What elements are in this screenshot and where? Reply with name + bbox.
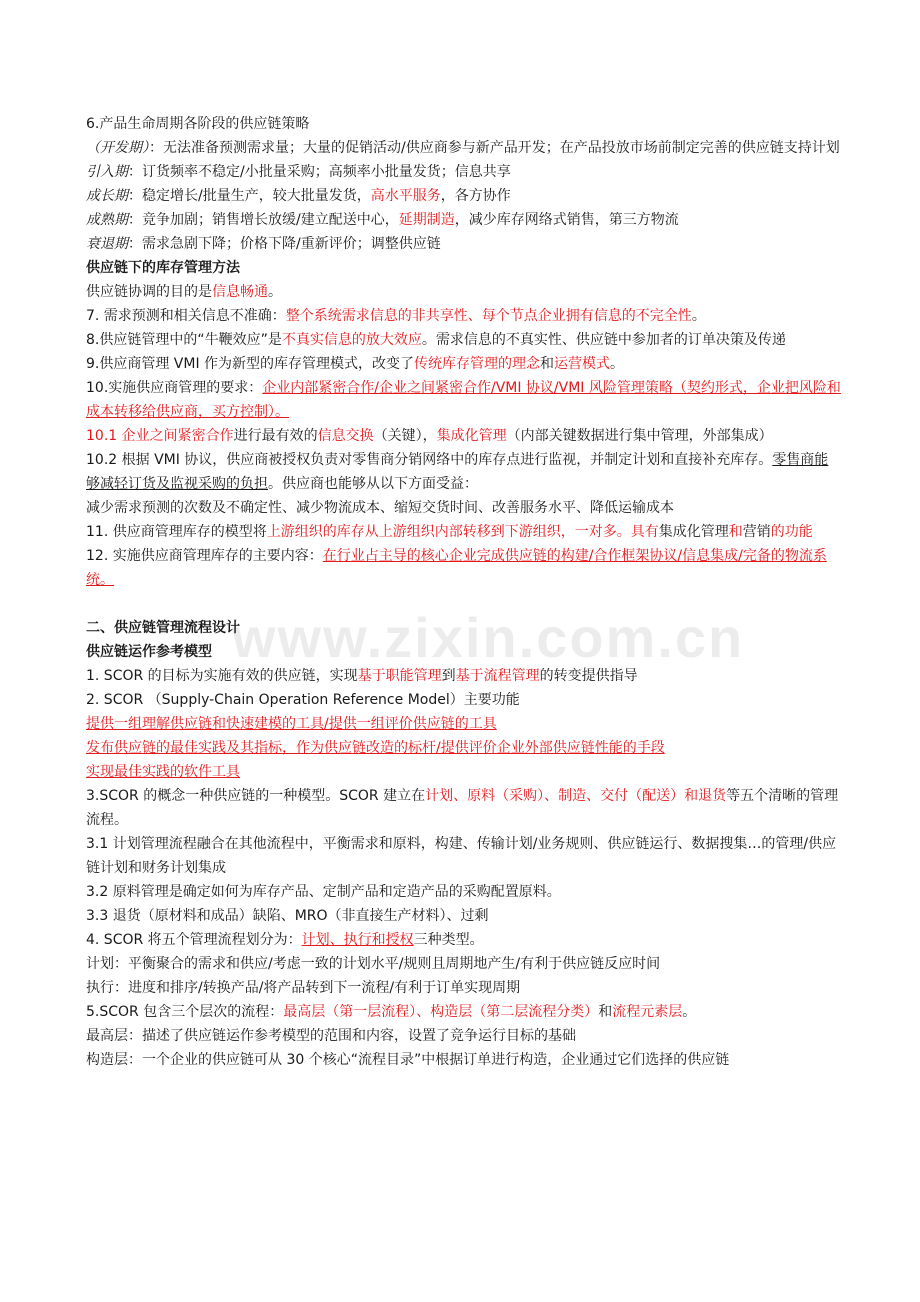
text-run: 和	[540, 356, 555, 372]
text-run: 营销	[742, 524, 771, 540]
text-line	[86, 952, 842, 976]
text-line	[86, 376, 842, 424]
text-run: 3.3 退货（原材料和成品）缺陷、MRO（非直接生产材料）、过剩	[86, 908, 489, 924]
text-run: 11. 供应商管理库存的模型将	[86, 524, 267, 540]
text-run: ：订货频率不稳定/小批量采购；高频率小批量发货；信息共享	[128, 164, 511, 180]
text-run: 构造层：一个企业的供应链可从 30 个核心“流程目录”中根据订单进行构造，企业通过它们选择的供应链	[86, 1052, 730, 1068]
text-line	[86, 736, 842, 760]
watermark: www.zixin.com.cn	[232, 606, 745, 669]
text-run: 二、供应链管理流程设计	[86, 620, 240, 636]
text-line	[86, 544, 842, 592]
text-line	[86, 304, 842, 328]
text-run: ，减少库存网络式销售，第三方物流	[454, 212, 679, 228]
text-run: 基于职能管理	[357, 668, 442, 684]
text-run: 上游组织的库存从上游组织内部转移到下游组织，一对多。具有	[266, 524, 659, 540]
text-run: ，各方协作	[440, 188, 511, 204]
text-run: 。	[268, 284, 282, 300]
text-run: 提供一组理解供应链和快速建模的工具/提供一组评价供应链的工具	[86, 716, 497, 732]
blank-line	[86, 592, 842, 616]
text-line	[86, 976, 842, 1000]
text-run: 的转变提供指导	[539, 668, 638, 684]
text-run: 供应链协调的目的是	[86, 284, 212, 300]
text-run: 信息畅通	[212, 284, 268, 300]
text-run: 8.供应链管理中的“牛鞭效应”是	[86, 332, 282, 348]
text-run: 零售商能够减轻订货及监视采购的负担	[86, 452, 829, 492]
text-run: 。	[682, 1004, 697, 1020]
text-line	[86, 424, 842, 448]
text-run: 4. SCOR 将五个管理流程划分为：	[86, 932, 302, 948]
text-run: ：稳定增长/批量生产，较大批量发货，	[128, 188, 371, 204]
text-run: 高水平服务	[370, 188, 441, 204]
text-line	[86, 160, 842, 184]
text-run: 进行最有效的	[233, 428, 318, 444]
text-run: ：竞争加剧；销售增长放缓/建立配送中心，	[128, 212, 399, 228]
text-line	[86, 688, 842, 712]
text-run: 的功能	[770, 524, 813, 540]
text-run: 7. 需求预测和相关信息不准确：	[86, 308, 286, 324]
text-run: （内部关键数据进行集中管理，外部集成）	[506, 428, 773, 444]
text-line	[86, 136, 842, 160]
text-run: 6.产品生命周期各阶段的供应链策略	[86, 116, 310, 132]
text-run: 3.1 计划管理流程融合在其他流程中，平衡需求和原料，构建、传输计划/业务规则、供应链运行、数据搜集…的管理/供应链计划和财务计划集成	[86, 836, 837, 876]
text-line	[86, 832, 842, 880]
text-line	[86, 760, 842, 784]
text-line	[86, 232, 842, 256]
text-run: 1. SCOR 的目标为实施有效的供应链，实现	[86, 668, 358, 684]
text-run: 流程元素层	[612, 1004, 683, 1020]
text-line	[86, 184, 842, 208]
text-run: 10.2 根据 VMI 协议，供应商被授权负责对零售商分销网络中的库存点进行监视，并制定计划和直接补充库存。	[86, 452, 773, 468]
text-run: 10.1 企业之间紧密合作	[86, 428, 234, 444]
text-run: 集成化管理	[436, 428, 507, 444]
text-run: 衰退期	[86, 236, 128, 252]
text-run: 成长期	[86, 188, 128, 204]
text-line	[86, 1048, 842, 1072]
text-line	[86, 664, 842, 688]
text-run: 等五个清晰的管理流程。	[86, 788, 839, 828]
text-run: （关键），	[373, 428, 437, 444]
text-run: 减少需求预测的次数及不确定性、减少物流成本、缩短交货时间、改善服务水平、降低运输成本	[86, 500, 674, 516]
text-run: 。需求信息的不真实性、供应链中参加者的订单决策及传递	[421, 332, 786, 348]
text-run: 。	[610, 356, 625, 372]
text-run: 运营模式	[554, 356, 611, 372]
text-run: 12. 实施供应商管理库存的主要内容：	[86, 548, 323, 564]
text-run: 延期制造	[398, 212, 455, 228]
text-run: 和	[728, 524, 743, 540]
text-run: 最高层：描述了供应链运作参考模型的范围和内容，设置了竞争运行目标的基础	[86, 1028, 576, 1044]
text-run: 供应链运作参考模型	[86, 644, 212, 660]
text-line	[86, 784, 842, 832]
text-line	[86, 712, 842, 736]
text-run: ：需求急剧下降；价格下降/重新评价；调整供应链	[128, 236, 441, 252]
text-run: 9.供应商管理 VMI 作为新型的库存管理模式，改变了	[86, 356, 415, 372]
text-run: 3.SCOR 的概念一种供应链的一种模型。SCOR 建立在	[86, 788, 426, 804]
text-line	[86, 328, 842, 352]
document-body	[86, 112, 842, 1072]
text-run: 实现最佳实践的软件工具	[86, 764, 240, 780]
text-run: 引入期	[86, 164, 128, 180]
text-run: 不真实信息的放大效应	[281, 332, 422, 348]
text-run: 基于流程管理	[455, 668, 540, 684]
text-line	[86, 1024, 842, 1048]
text-line	[86, 112, 842, 136]
text-run: 发布供应链的最佳实践及其指标，作为供应链改造的标杆/提供评价企业外部供应链性能的手段	[86, 740, 665, 756]
text-run: 传统库存管理的理念	[414, 356, 541, 372]
text-run: ：无法准备预测需求量；大量的促销活动/供应商参与新产品开发；在产品投放市场前制定完善的供应链支持计划	[149, 140, 840, 156]
text-line	[86, 520, 842, 544]
text-run: 最高层（第一层流程）、构造层（第二层流程分类）	[283, 1004, 599, 1020]
text-run: 三种类型。	[413, 932, 484, 948]
text-run: 2. SCOR （Supply-Chain Operation Reference Model）主要功能	[86, 692, 520, 708]
text-line	[86, 256, 842, 280]
text-run: 信息交换	[317, 428, 374, 444]
text-line	[86, 1000, 842, 1024]
text-line	[86, 496, 842, 520]
text-run: 集成化管理	[658, 524, 729, 540]
text-run: 计划：平衡聚合的需求和供应/考虑一致的计划水平/规则且周期地产生/有利于供应链反应时间	[86, 956, 661, 972]
text-run: 计划、执行和授权	[301, 932, 414, 948]
text-run: 5.SCOR 包含三个层次的流程：	[86, 1004, 284, 1020]
text-run: （开发期）	[86, 140, 149, 156]
text-line	[86, 928, 842, 952]
text-line	[86, 208, 842, 232]
text-run: 和	[598, 1004, 613, 1020]
text-line	[86, 280, 842, 304]
text-run: 整个系统需求信息的非共享性、每个节点企业拥有信息的不完全性	[285, 308, 692, 324]
text-line	[86, 880, 842, 904]
text-run: 供应链下的库存管理方法	[86, 260, 240, 276]
text-run: 计划、原料（采购）、制造、交付（配送）和退货	[425, 788, 727, 804]
text-run: 到	[441, 668, 456, 684]
text-run: 企业内部紧密合作/企业之间紧密合作/VMI 协议/VMI 风险管理策略（契约形式，企业把风险和成本转移给供应商，买方控制）。	[86, 380, 841, 420]
text-line	[86, 904, 842, 928]
text-line	[86, 640, 842, 664]
text-line	[86, 616, 842, 640]
text-line	[86, 448, 842, 496]
text-run: 。供应商也能够从以下方面受益：	[268, 476, 478, 492]
text-run: 在行业占主导的核心企业完成供应链的构建/合作框架协议/信息集成/完备的物流系统。	[86, 548, 827, 588]
text-run: 10.实施供应商管理的要求：	[86, 380, 263, 396]
text-run: 执行：进度和排序/转换产品/将产品转到下一流程/有利于订单实现周期	[86, 980, 521, 996]
text-line	[86, 352, 842, 376]
text-run: 。	[691, 308, 706, 324]
text-run: 3.2 原料管理是确定如何为库存产品、定制产品和定造产品的采购配置原料。	[86, 884, 561, 900]
text-run: 成熟期	[86, 212, 128, 228]
